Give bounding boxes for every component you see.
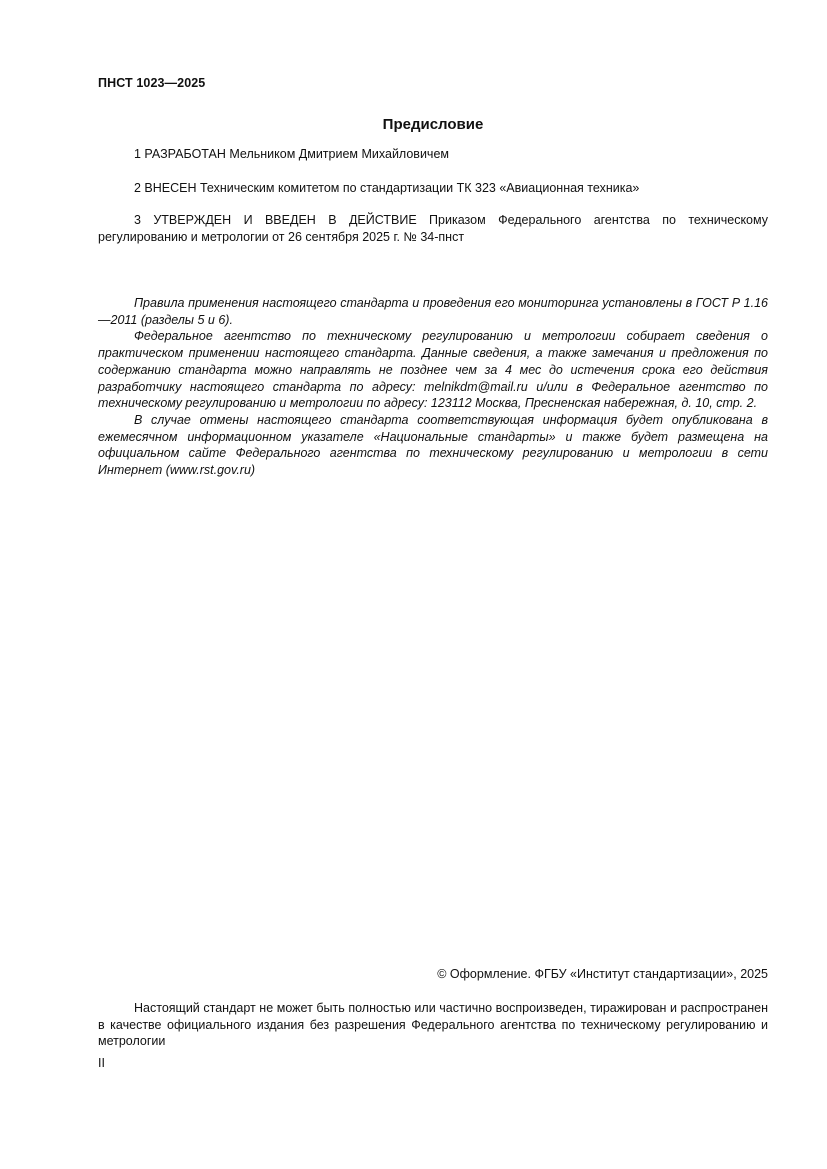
foreword-item-text: 3 УТВЕРЖДЕН И ВВЕДЕН В ДЕЙСТВИЕ Приказом Федерального агентства по техническому регулированию и метрологии от 26 сентября 2025 г. № 34-пнст: [98, 213, 768, 244]
foreword-item-introduced: [98, 180, 768, 197]
note-paragraph: Правила применения настоящего стандарта и проведения его мониторинга установлены в ГОСТ Р 1.16—2011 (разделы 5 и 6).: [98, 296, 768, 327]
note-paragraph: В случае отмены настоящего стандарта соответствующая информация будет опубликована в ежемесячном информационном указателе «Национальные стандарты» и также будет размещена на официальном сайте Федерального агентства по техническому регулированию и метрологии в сети Интернет (www.rst.gov.ru): [98, 412, 768, 478]
document-code: ПНСТ 1023—2025: [98, 76, 206, 90]
foreword-item-text: 1 РАЗРАБОТАН Мельником Дмитрием Михайловичем: [134, 147, 449, 161]
foreword-item-developed: [98, 146, 768, 163]
foreword-item-text: 2 ВНЕСЕН Техническим комитетом по стандартизации ТК 323 «Авиационная техника»: [134, 181, 640, 195]
foreword-title: Предисловие: [382, 116, 484, 133]
page-number: II: [98, 1056, 105, 1070]
application-notes: [98, 295, 768, 479]
copyright-line: © Оформление. ФГБУ «Институт стандартизации», 2025: [437, 967, 768, 981]
foreword-item-approved: [98, 212, 768, 246]
reproduction-disclaimer: Настоящий стандарт не может быть полностью или частично воспроизведен, тиражирован и распространен в качестве официального издания без разрешения Федерального агентства по техническому регулированию и метрологии: [98, 1001, 768, 1048]
note-paragraph: Федеральное агентство по техническому регулированию и метрологии собирает сведения о практическом применении настоящего стандарта. Данные сведения, а также замечания и предложения по содержанию стандарта можно направлять не позднее чем за 4 мес до истечения срока его действия разработчику настоящего стандарта по адресу: melnikdm@mail.ru и/или в Федеральное агентство по техническому регулированию и метрологии по адресу: 123112 Москва, Пресненская набережная, д. 10, стр. 2.: [98, 329, 768, 411]
